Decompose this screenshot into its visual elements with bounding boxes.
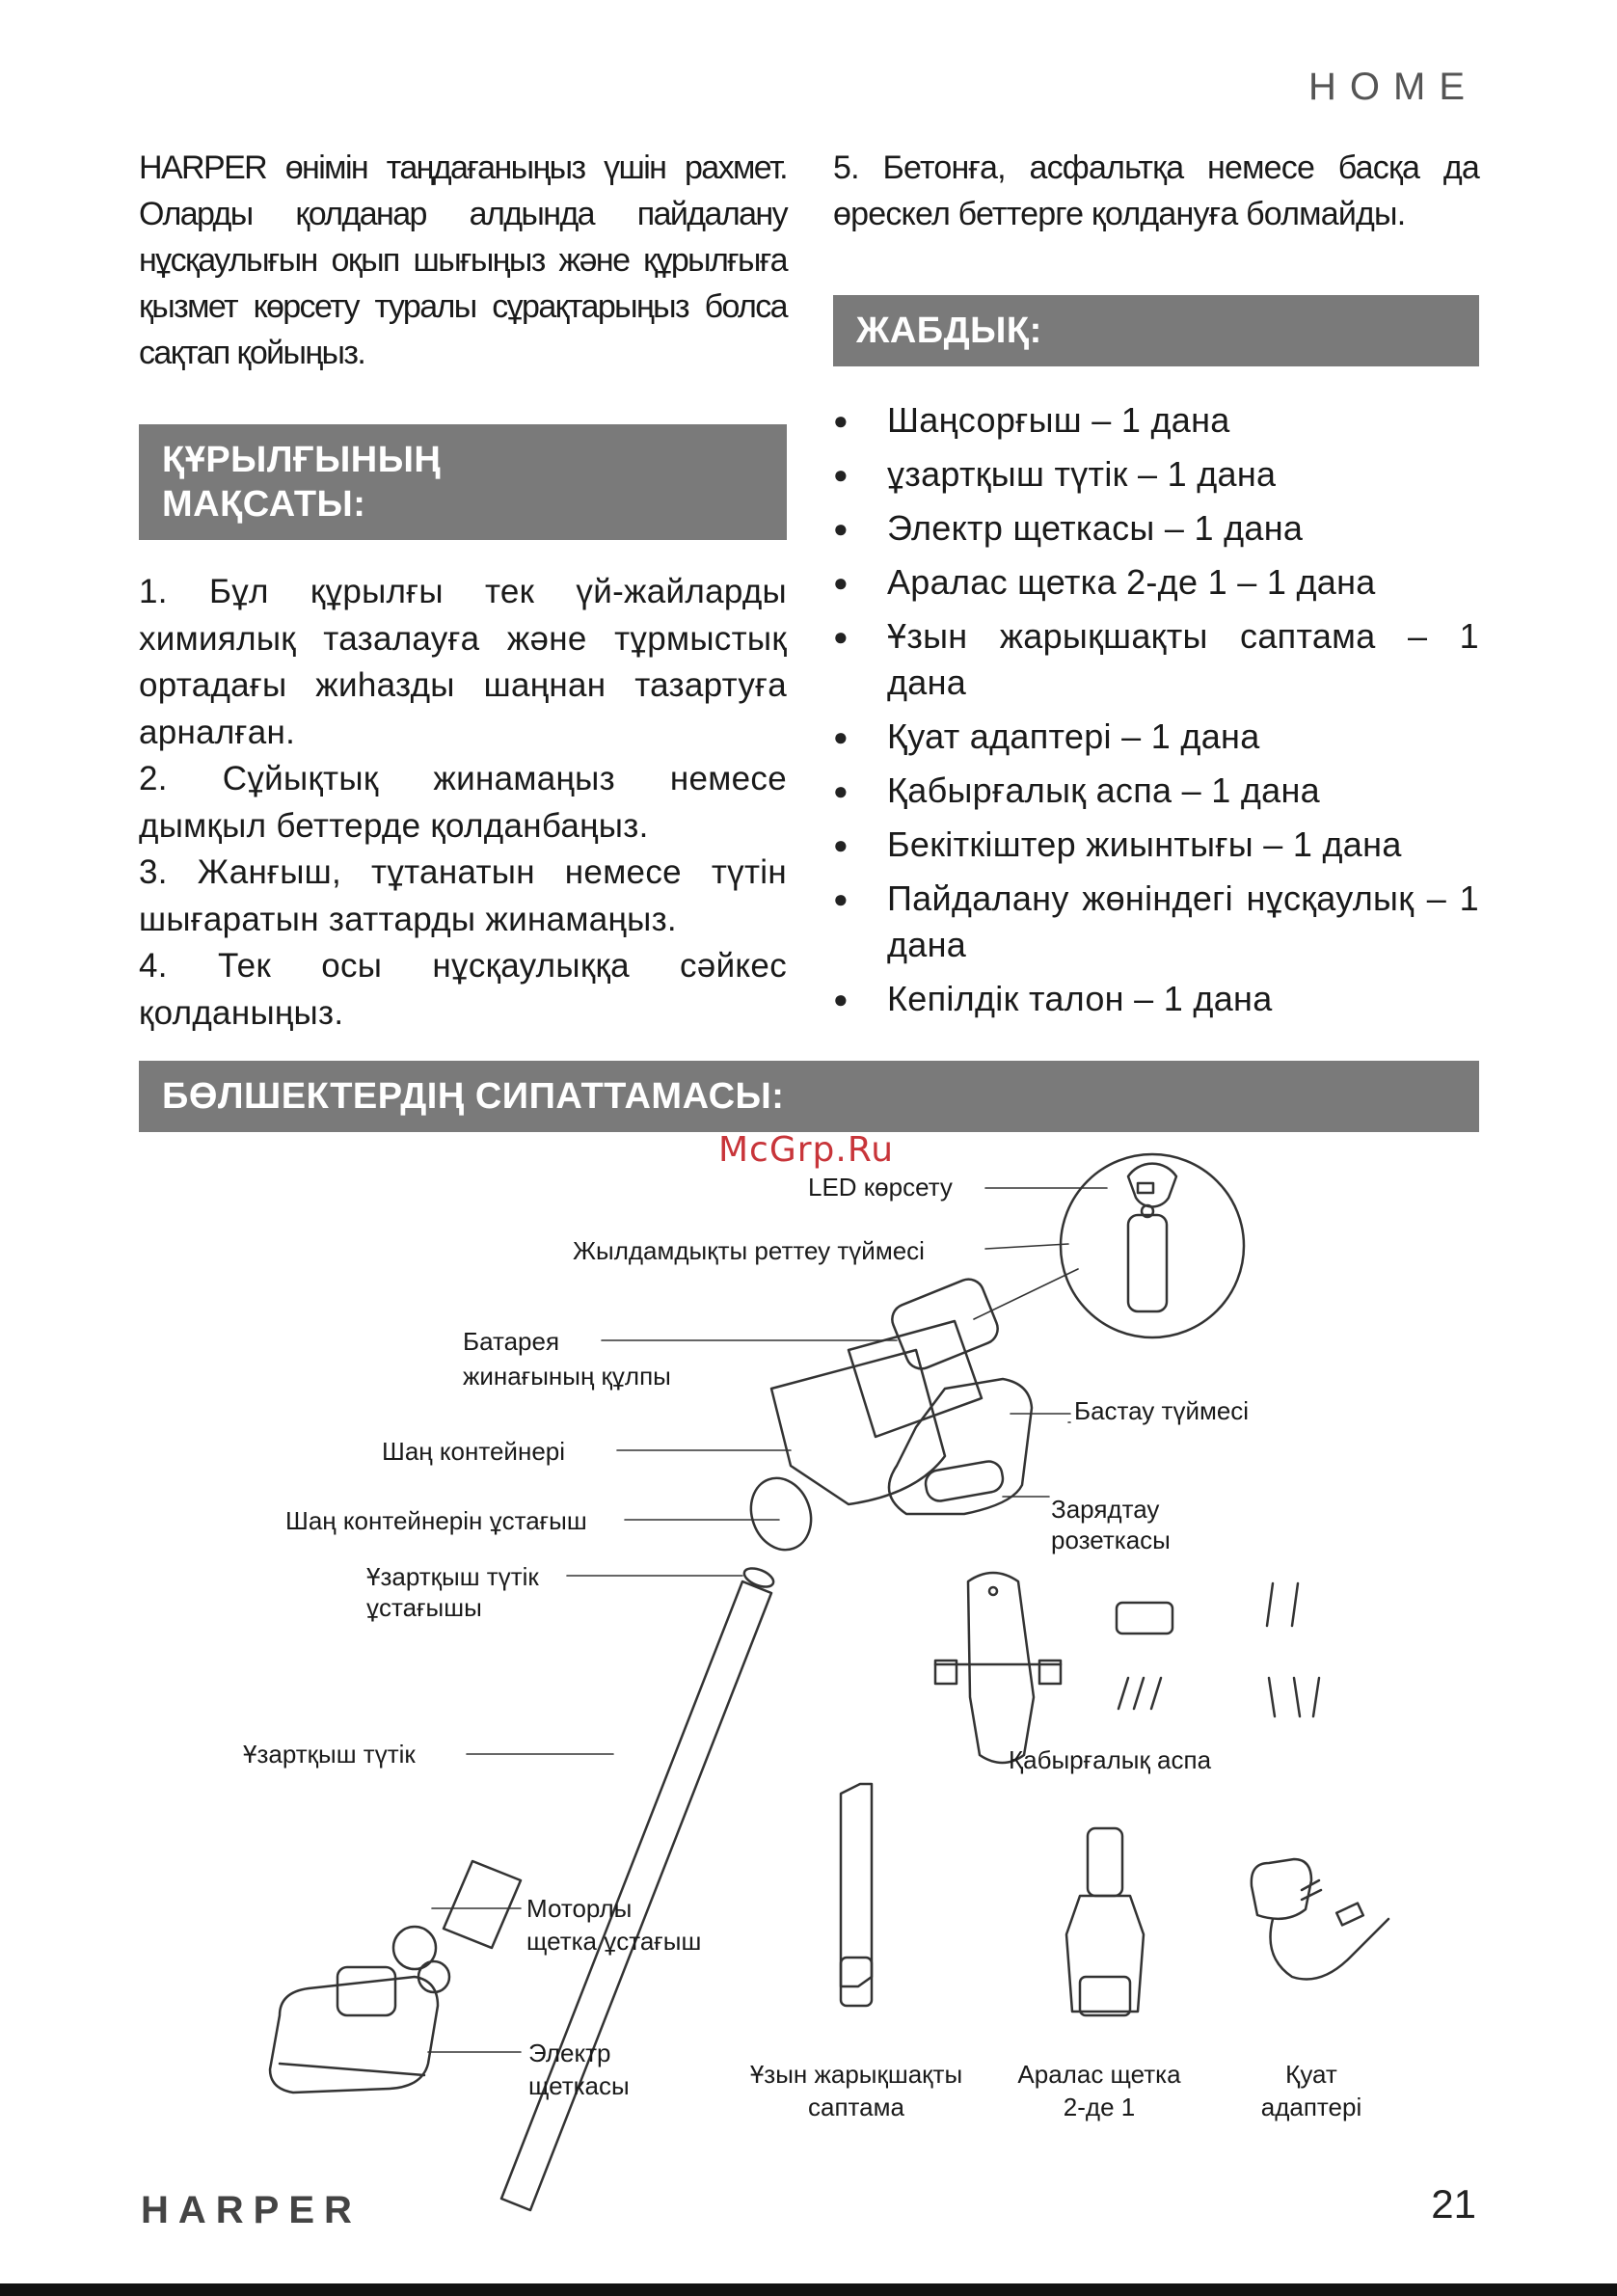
label-wall-mount: Қабырғалық аспа (1009, 1745, 1212, 1774)
page-number: 21 (1431, 2181, 1476, 2227)
label-electric-brush-2: щеткасы (528, 2071, 630, 2100)
purpose-heading-line2: МАҚСАТЫ: (162, 484, 366, 525)
label-speed-button: Жылдамдықты реттеу түймесі (573, 1236, 925, 1265)
equipment-heading: ЖАБДЫҚ: (833, 295, 1479, 366)
list-item: ● Электр щеткасы – 1 дана (833, 505, 1479, 552)
label-battery-lock-2: жинағының құлпы (463, 1362, 671, 1391)
list-item: ● Шаңсорғыш – 1 дана (833, 397, 1479, 444)
label-adapter-1: Қуат (1285, 2060, 1337, 2089)
purpose-item-5: 5. Бетонға, асфальтқа немесе басқа да өрескел беттерге қолдануға болмайды. (833, 149, 1479, 232)
list-item: ● Аралас щетка 2-де 1 – 1 дана (833, 559, 1479, 606)
equipment-list (833, 397, 1479, 1022)
right-column (833, 145, 1479, 1030)
label-motor-holder-1: Моторлы (526, 1894, 633, 1923)
list-item: ● Ұзын жарықшақты саптама – 1 дана (833, 613, 1479, 706)
purpose-item: 1. Бұл құрылғы тек үй-жайларды химиялық тазалауға және тұрмыстық ортадағы жиһазды шаңнан тазартуға арналған. (139, 573, 787, 751)
label-battery-lock-1: Батарея (463, 1327, 560, 1356)
intro-text: HARPER өнімін таңдағаныңыз үшін рахмет. Оларды қолданар алдында пайдалану нұсқаулығын оқып шығыңыз және құрылғыға қызмет көрсету туралы сұрақтарыңыз болса сақтап қойыңыз. (139, 149, 787, 371)
label-motor-holder-2: щетка ұстағыш (526, 1927, 702, 1956)
list-item: ● Қуат адаптері – 1 дана (833, 714, 1479, 760)
purpose-list (139, 569, 787, 1037)
purpose-item: 4. Тек осы нұсқаулыққа сәйкес қолданыңыз. (139, 947, 787, 1032)
label-electric-brush-1: Электр (528, 2039, 611, 2067)
label-charging-2: розеткасы (1051, 1526, 1171, 1554)
bottom-divider (0, 2283, 1617, 2296)
purpose-heading (139, 424, 787, 540)
label-tube-holder-1: Ұзартқыш түтік (366, 1562, 539, 1591)
list-item: ● Пайдалану жөніндегі нұсқаулық – 1 дана (833, 876, 1479, 968)
left-column (139, 145, 787, 1037)
label-combo-2: 2-де 1 (1063, 2093, 1136, 2121)
label-charging-1: Зарядтау (1051, 1495, 1160, 1524)
label-dust-container: Шаң контейнері (382, 1437, 566, 1466)
purpose-item: 3. Жанғыш, тұтанатын немесе түтін шығаратын заттарды жинамаңыз. (139, 853, 787, 938)
purpose-item: 2. Сұйықтық жинамаңыз немесе дымқыл беттерде қолданбаңыз. (139, 760, 787, 845)
label-tube-holder-2: ұстағышы (366, 1593, 482, 1622)
label-container-holder: Шаң контейнерін ұстағыш (285, 1506, 587, 1535)
label-crevice-1: Ұзын жарықшақты (749, 2060, 963, 2089)
label-crevice-2: саптама (808, 2093, 904, 2121)
list-item: ● Кепілдік талон – 1 дана (833, 976, 1479, 1022)
label-start-button: Бастау түймесі (1074, 1396, 1250, 1425)
parts-heading: БӨЛШЕКТЕРДІҢ СИПАТТАМАСЫ: (139, 1061, 1479, 1132)
label-tube: Ұзартқыш түтік (243, 1740, 416, 1769)
watermark: McGrp.Ru (718, 1130, 895, 1170)
label-adapter-2: адаптері (1260, 2093, 1362, 2121)
label-led-indicator: LED көрсету (808, 1173, 953, 1202)
purpose-heading-line1: ҚҰРЫЛҒЫНЫҢ (162, 440, 442, 480)
list-item: ● Бекіткіштер жиынтығы – 1 дана (833, 822, 1479, 868)
list-item: ● ұзартқыш түтік – 1 дана (833, 451, 1479, 498)
footer-brand-logo: HARPER (141, 2189, 362, 2231)
brand-logo-home: HOME (1308, 66, 1478, 108)
list-item: ● Қабырғалық аспа – 1 дана (833, 768, 1479, 814)
label-combo-1: Аралас щетка (1017, 2060, 1181, 2089)
